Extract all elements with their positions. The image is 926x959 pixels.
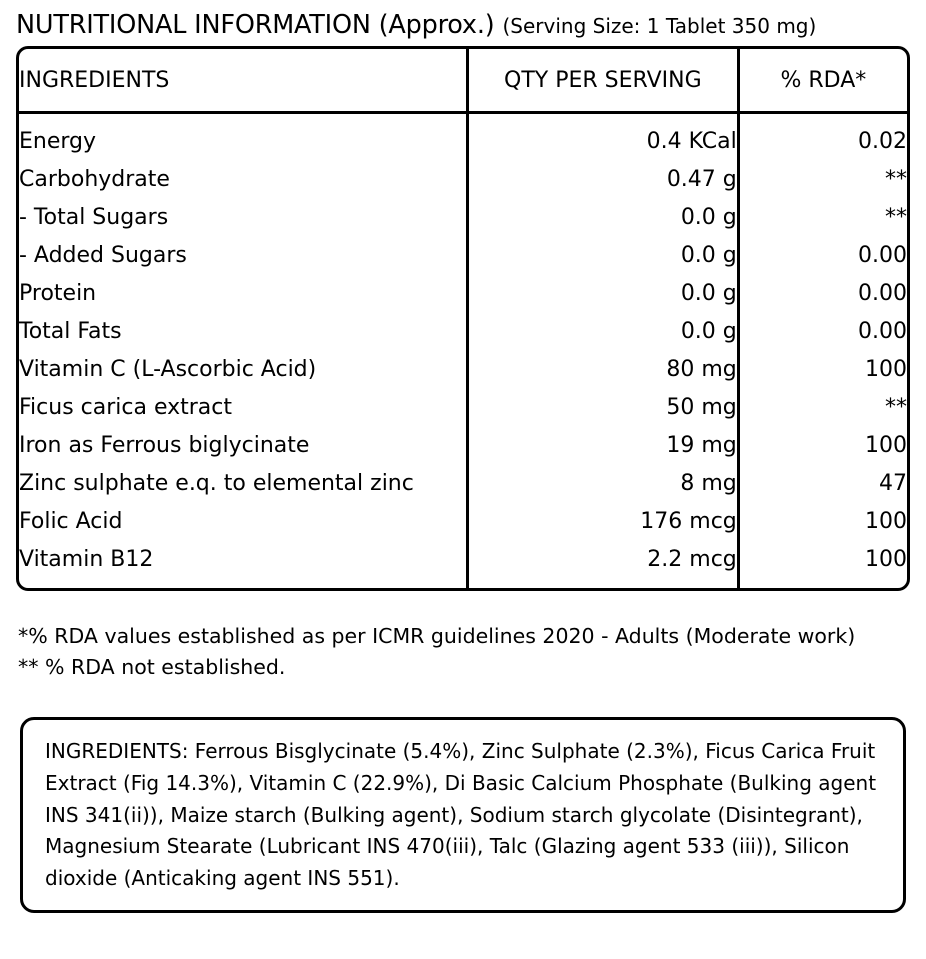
cell-rda: ** <box>738 198 907 236</box>
cell-rda: 47 <box>738 464 907 502</box>
cell-qty: 0.0 g <box>467 312 738 350</box>
cell-qty: 176 mcg <box>467 502 738 540</box>
cell-qty: 0.0 g <box>467 236 738 274</box>
cell-rda: 100 <box>738 426 907 464</box>
nutrition-table <box>19 49 907 588</box>
footnotes <box>18 621 908 683</box>
serving-size-text: (Serving Size: 1 Tablet 350 mg) <box>502 14 817 38</box>
column-header-qty-per-serving: QTY PER SERVING <box>467 49 738 113</box>
table-row <box>19 502 907 540</box>
table-row <box>19 464 907 502</box>
cell-rda: 100 <box>738 350 907 388</box>
cell-rda: ** <box>738 388 907 426</box>
cell-qty: 0.47 g <box>467 160 738 198</box>
cell-qty: 2.2 mcg <box>467 540 738 588</box>
cell-qty: 0.4 KCal <box>467 113 738 161</box>
nutrition-table-container <box>16 46 910 591</box>
table-body <box>19 113 907 589</box>
table-row <box>19 350 907 388</box>
footnote-rda-source: *% RDA values established as per ICMR guidelines 2020 - Adults (Moderate work) <box>18 624 856 648</box>
table-header <box>19 49 907 113</box>
table-row <box>19 236 907 274</box>
table-row <box>19 312 907 350</box>
cell-qty: 19 mg <box>467 426 738 464</box>
cell-rda: 100 <box>738 502 907 540</box>
page-title: NUTRITIONAL INFORMATION (Approx.) <box>16 10 495 40</box>
ingredients-list-text: INGREDIENTS: Ferrous Bisglycinate (5.4%), Zinc Sulphate (2.3%), Ficus Carica Fruit Extract (Fig 14.3%), Vitamin C (22.9%), Di Basic Calcium Phosphate (Bulking agent INS 341(ii)), Maize starch (Bulking agent), Sodium starch glycolate (Disintegrant), Magnesium Stearate (Lubricant INS 470(iii), Talc (Glazing agent 533 (iii)), Silicon dioxide (Anticaking agent INS 551). <box>45 739 877 890</box>
cell-ingredient: Vitamin B12 <box>19 546 154 572</box>
cell-rda: 100 <box>738 540 907 588</box>
table-row <box>19 198 907 236</box>
cell-ingredient: Protein <box>19 280 97 306</box>
cell-rda: 0.00 <box>738 312 907 350</box>
cell-rda: 0.00 <box>738 274 907 312</box>
cell-ingredient: Carbohydrate <box>19 166 170 192</box>
cell-ingredient: Ficus carica extract <box>19 394 233 420</box>
table-row <box>19 160 907 198</box>
cell-qty: 80 mg <box>467 350 738 388</box>
cell-qty: 8 mg <box>467 464 738 502</box>
cell-ingredient: Vitamin C (L-Ascorbic Acid) <box>19 356 317 382</box>
table-row <box>19 426 907 464</box>
table-row <box>19 274 907 312</box>
column-header-ingredients: INGREDIENTS <box>19 49 467 113</box>
cell-ingredient: Energy <box>19 128 97 154</box>
cell-ingredient: Zinc sulphate e.q. to elemental zinc <box>19 470 414 496</box>
table-row <box>19 113 907 161</box>
cell-ingredient: - Total Sugars <box>19 204 169 230</box>
table-header-row <box>19 49 907 113</box>
cell-ingredient: Total Fats <box>19 318 122 344</box>
column-header-rda: % RDA* <box>738 49 907 113</box>
ingredients-list-box <box>20 717 906 913</box>
cell-qty: 0.0 g <box>467 198 738 236</box>
cell-qty: 50 mg <box>467 388 738 426</box>
cell-ingredient: Folic Acid <box>19 508 123 534</box>
cell-rda: 0.00 <box>738 236 907 274</box>
title-row <box>16 10 912 40</box>
cell-rda: 0.02 <box>738 113 907 161</box>
footnote-rda-not-established: ** % RDA not established. <box>18 655 286 680</box>
table-row <box>19 540 907 588</box>
cell-qty: 0.0 g <box>467 274 738 312</box>
cell-rda: ** <box>738 160 907 198</box>
table-row <box>19 388 907 426</box>
cell-ingredient: Iron as Ferrous biglycinate <box>19 432 310 458</box>
cell-ingredient: - Added Sugars <box>19 242 187 268</box>
